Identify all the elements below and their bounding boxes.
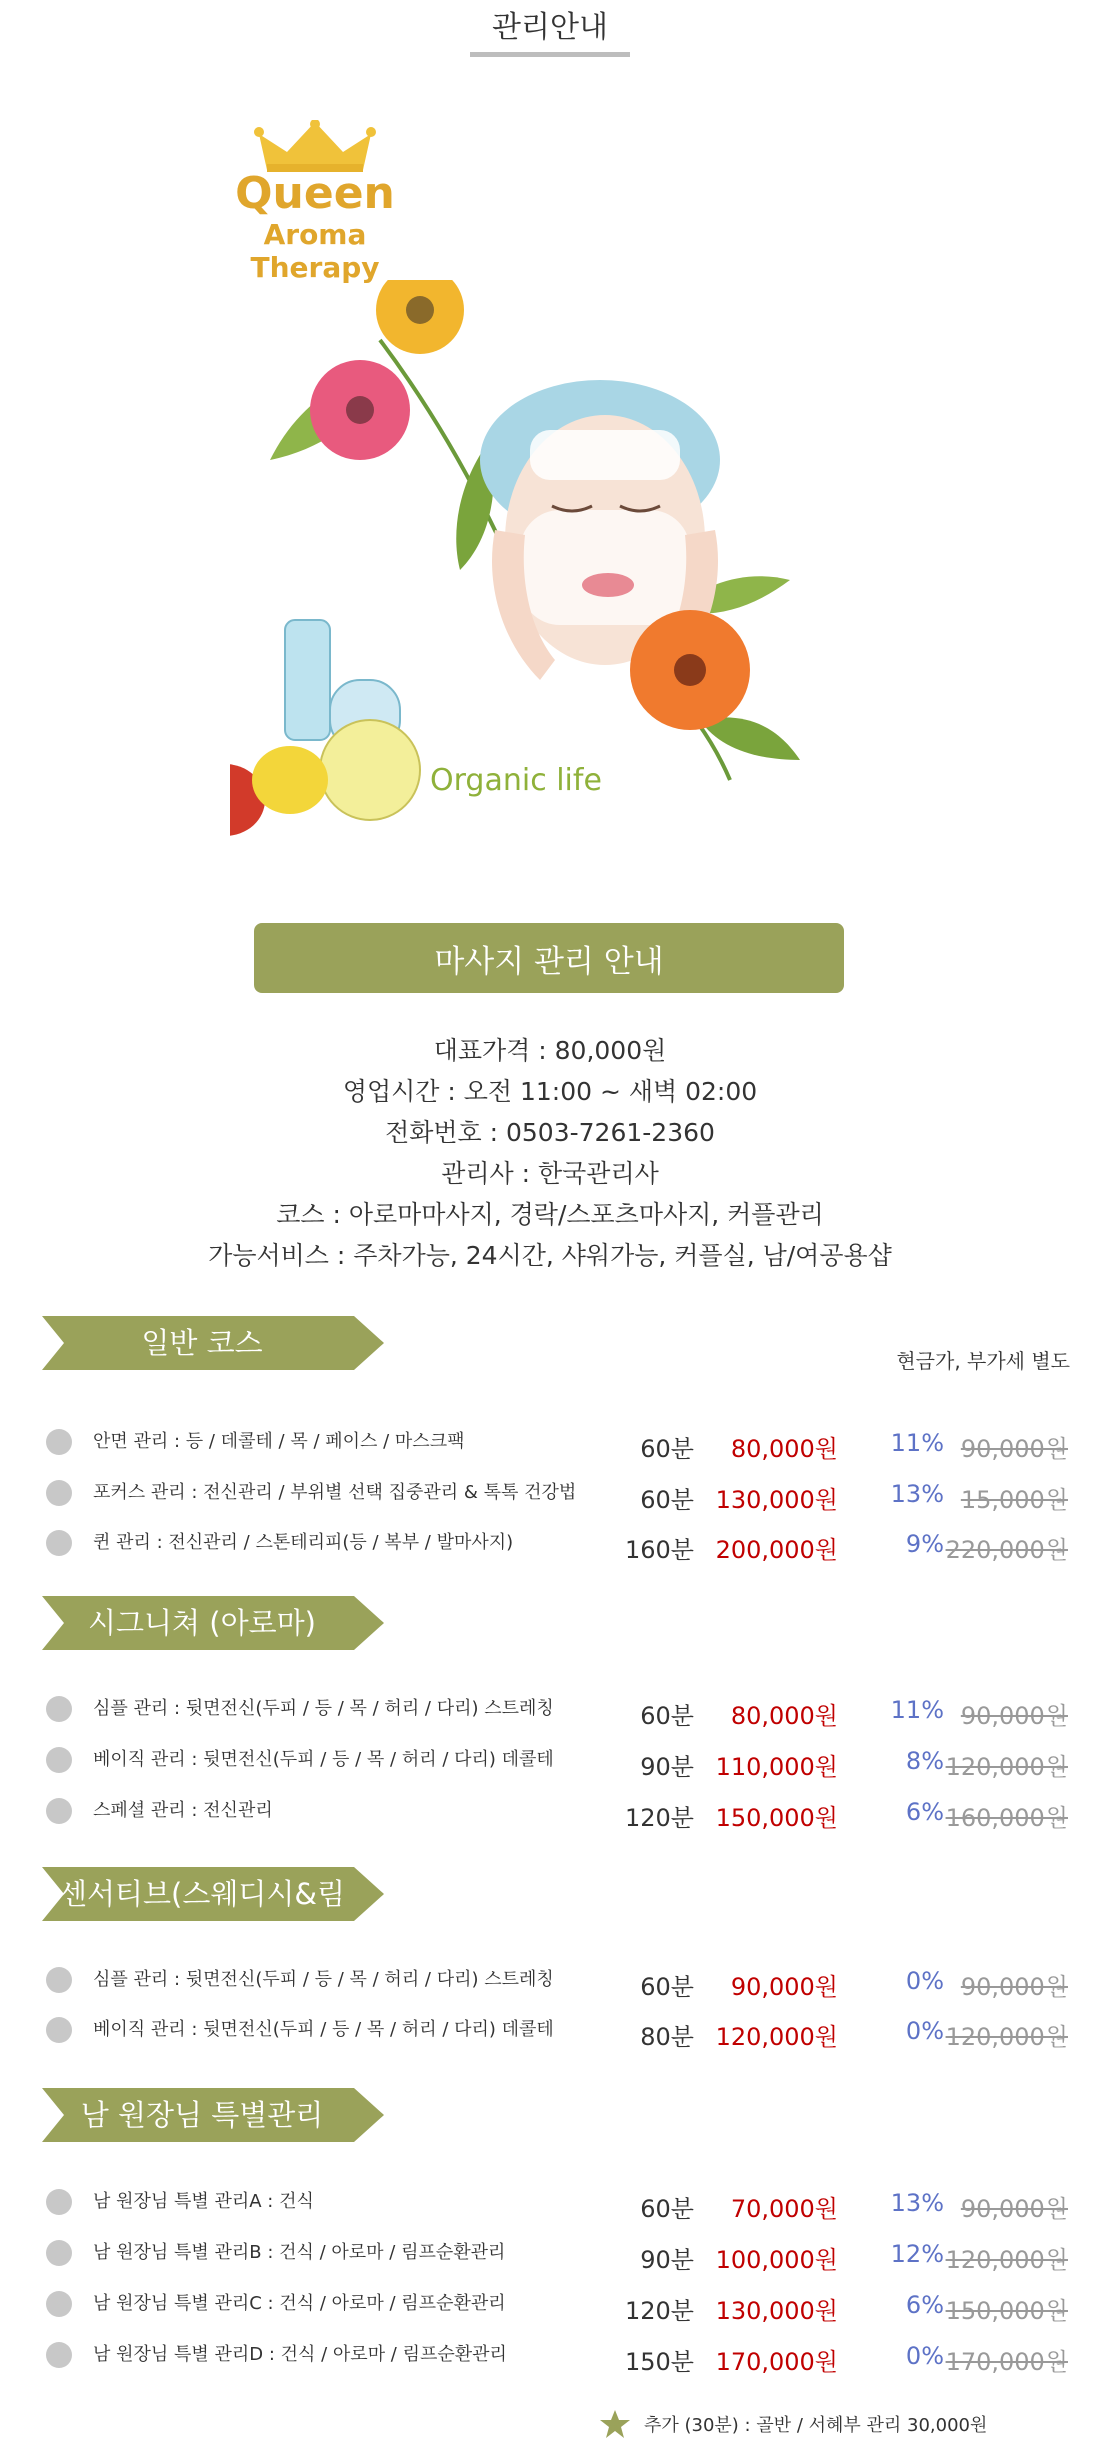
- bullet-icon: [46, 1967, 72, 1993]
- hero-illustration: [230, 280, 850, 850]
- row-original-price: 120,000원: [945, 1753, 1068, 1781]
- massage-info-button[interactable]: 마사지 관리 안내: [254, 923, 844, 993]
- price-row: [0, 1524, 1100, 1564]
- price-row: [0, 2183, 1100, 2223]
- row-price: 150,000원: [715, 1804, 838, 1832]
- row-discount: 11%: [890, 1429, 944, 1457]
- row-duration: 60분: [640, 1486, 694, 1514]
- row-name: 남 원장님 특별 관리D : 건식 / 아로마 / 림프순환관리: [93, 2344, 507, 2365]
- section-title: 센서티브(스웨디시&림프): [58, 1877, 346, 1965]
- row-price: 90,000원: [730, 1973, 838, 2001]
- row-original-price: 15,000원: [960, 1486, 1068, 1514]
- section-banner-director: [42, 2088, 384, 2142]
- row-duration: 80분: [640, 2023, 694, 2051]
- row-name: 베이직 관리 : 뒷면전신(두피 / 등 / 목 / 허리 / 다리) 데콜테: [93, 1749, 554, 1770]
- row-name: 포커스 관리 : 전신관리 / 부위별 선택 집중관리 & 톡톡 건강법: [93, 1482, 577, 1503]
- row-original-price: 90,000원: [960, 2195, 1068, 2223]
- footer-note-text: 추가 (30분) : 골반 / 서혜부 관리 30,000원: [644, 2415, 988, 2436]
- section-banner-signature: [42, 1596, 384, 1650]
- row-original-price: 160,000원: [945, 1804, 1068, 1832]
- vat-note: 현금가, 부가세 별도: [896, 1349, 1070, 1373]
- section-title: 남 원장님 특별관리: [80, 2098, 324, 2132]
- row-name: 베이직 관리 : 뒷면전신(두피 / 등 / 목 / 허리 / 다리) 데콜테: [93, 2019, 554, 2040]
- row-original-price: 220,000원: [945, 1536, 1068, 1564]
- row-duration: 120분: [625, 2297, 694, 2325]
- row-name: 심플 관리 : 뒷면전신(두피 / 등 / 목 / 허리 / 다리) 스트레칭: [93, 1969, 554, 1990]
- price-row: [0, 1690, 1100, 1730]
- row-original-price: 120,000원: [945, 2023, 1068, 2051]
- bullet-icon: [46, 1696, 72, 1722]
- row-original-price: 90,000원: [960, 1435, 1068, 1463]
- row-price: 70,000원: [730, 2195, 838, 2223]
- price-row: [0, 1423, 1100, 1463]
- row-discount: 6%: [905, 1798, 944, 1826]
- info-therapist: 관리사 : 한국관리사: [441, 1159, 659, 1188]
- info-hours: 영업시간 : 오전 11:00 ~ 새벽 02:00: [342, 1077, 758, 1106]
- section-banner-general: [42, 1316, 384, 1370]
- page-title: 관리안내: [492, 10, 608, 45]
- row-duration: 120분: [625, 1804, 694, 1832]
- info-services: 가능서비스 : 주차가능, 24시간, 샤워가능, 커플실, 남/여공용샵: [208, 1241, 892, 1270]
- row-name: 남 원장님 특별 관리B : 건식 / 아로마 / 림프순환관리: [93, 2242, 506, 2263]
- row-price: 80,000원: [730, 1435, 838, 1463]
- logo: [195, 120, 435, 284]
- section-banner-sensitive: [42, 1867, 384, 1965]
- price-row: [0, 1961, 1100, 2001]
- info-course: 코스 : 아로마마사지, 경락/스포츠마사지, 커플관리: [276, 1200, 824, 1229]
- row-duration: 60분: [640, 1435, 694, 1463]
- row-discount: 0%: [905, 2017, 944, 2045]
- row-discount: 8%: [905, 1747, 944, 1775]
- bullet-icon: [46, 2189, 72, 2215]
- row-name: 남 원장님 특별 관리A : 건식: [93, 2191, 314, 2212]
- row-discount: 0%: [905, 2342, 944, 2370]
- bullet-icon: [46, 1480, 72, 1506]
- price-row: [0, 1741, 1100, 1781]
- row-duration: 150분: [625, 2348, 694, 2376]
- row-duration: 60분: [640, 2195, 694, 2223]
- star-icon: [600, 2410, 630, 2438]
- row-duration: 60분: [640, 1973, 694, 2001]
- info-phone: 전화번호 : 0503-7261-2360: [385, 1118, 715, 1147]
- row-duration: 60분: [640, 1702, 694, 1730]
- price-row: [0, 2011, 1100, 2051]
- row-discount: 13%: [890, 2189, 944, 2217]
- logo-line1: Queen: [235, 168, 395, 219]
- bullet-icon: [46, 2291, 72, 2317]
- price-row: [0, 2336, 1100, 2376]
- row-price: 200,000원: [715, 1536, 838, 1564]
- row-duration: 160분: [625, 1536, 694, 1564]
- title-underline: [470, 52, 630, 57]
- row-original-price: 120,000원: [945, 2246, 1068, 2274]
- row-original-price: 170,000원: [945, 2348, 1068, 2376]
- row-discount: 0%: [905, 1967, 944, 1995]
- row-price: 80,000원: [730, 1702, 838, 1730]
- row-discount: 11%: [890, 1696, 944, 1724]
- row-price: 170,000원: [715, 2348, 838, 2376]
- row-price: 130,000원: [715, 1486, 838, 1514]
- bullet-icon: [46, 1429, 72, 1455]
- row-duration: 90분: [640, 1753, 694, 1781]
- bullet-icon: [46, 2017, 72, 2043]
- row-name: 안면 관리 : 등 / 데콜테 / 목 / 페이스 / 마스크팩: [93, 1431, 465, 1452]
- row-price: 120,000원: [715, 2023, 838, 2051]
- bullet-icon: [46, 2342, 72, 2368]
- row-discount: 12%: [890, 2240, 944, 2268]
- row-duration: 90분: [640, 2246, 694, 2274]
- yellow-flower: [376, 280, 464, 354]
- footer-note: [600, 2410, 987, 2438]
- row-price: 110,000원: [715, 1753, 838, 1781]
- row-original-price: 90,000원: [960, 1702, 1068, 1730]
- row-price: 130,000원: [715, 2297, 838, 2325]
- price-row: [0, 2234, 1100, 2274]
- price-row: [0, 1474, 1100, 1514]
- row-name: 스페셜 관리 : 전신관리: [93, 1800, 273, 1821]
- illustration-caption: Organic life: [430, 763, 602, 798]
- row-name: 남 원장님 특별 관리C : 건식 / 아로마 / 림프순환관리: [93, 2293, 506, 2314]
- bullet-icon: [46, 1530, 72, 1556]
- info-price: 대표가격 : 80,000원: [433, 1036, 667, 1065]
- bullet-icon: [46, 1798, 72, 1824]
- info-block: [0, 1030, 1100, 1276]
- section-title: 시그니쳐 (아로마): [88, 1606, 316, 1640]
- section-title: 일반 코스: [141, 1326, 263, 1360]
- price-row: [0, 2285, 1100, 2325]
- row-original-price: 150,000원: [945, 2297, 1068, 2325]
- row-name: 심플 관리 : 뒷면전신(두피 / 등 / 목 / 허리 / 다리) 스트레칭: [93, 1698, 554, 1719]
- row-discount: 9%: [905, 1530, 944, 1558]
- row-name: 퀸 관리 : 전신관리 / 스톤테리피(등 / 복부 / 발마사지): [93, 1532, 514, 1553]
- price-row: [0, 1792, 1100, 1832]
- row-discount: 6%: [905, 2291, 944, 2319]
- row-discount: 13%: [890, 1480, 944, 1508]
- row-original-price: 90,000원: [960, 1973, 1068, 2001]
- bullet-icon: [46, 1747, 72, 1773]
- spa-woman-illustration: [230, 280, 850, 850]
- bullet-icon: [46, 2240, 72, 2266]
- row-price: 100,000원: [715, 2246, 838, 2274]
- logo-line2: Aroma Therapy: [250, 218, 380, 284]
